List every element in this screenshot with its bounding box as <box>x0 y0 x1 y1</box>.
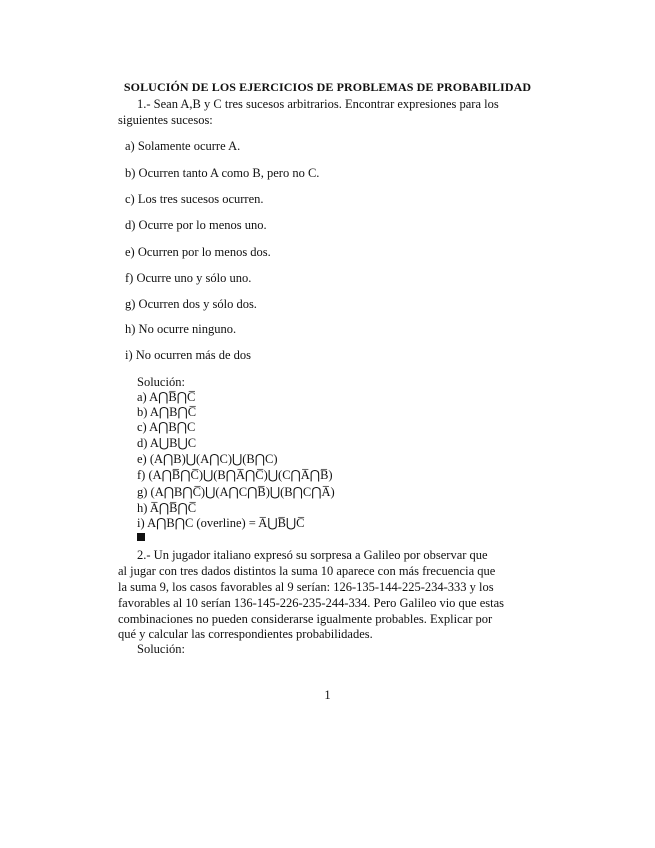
solution-c: c) A⋂B⋂C <box>137 420 196 434</box>
problem1-intro-line2: siguientes sucesos: <box>118 113 213 127</box>
solution-f: f) (A⋂B̅⋂C̅)⋃(B⋂A̅⋂C̅)⋃(C⋂A̅⋂B̅) <box>137 468 333 482</box>
solution-e: e) (A⋂B)⋃(A⋂C)⋃(B⋂C) <box>137 452 278 466</box>
problem2-line3: la suma 9, los casos favorables al 9 serían: 126-135-144-225-234-333 y los <box>118 580 494 594</box>
solution-i: i) A⋂B⋂C (overline) = A̅⋃B̅⋃C̅ <box>137 516 305 530</box>
item-a: a) Solamente ocurre A. <box>125 139 241 153</box>
item-i: i) No ocurren más de dos <box>125 348 252 362</box>
item-g: g) Ocurren dos y sólo dos. <box>125 297 257 311</box>
problem1-intro <box>137 97 537 112</box>
item-b: b) Ocurren tanto A como B, pero no C. <box>125 166 320 180</box>
problem2-line2: al jugar con tres dados distintos la suma 10 aparece con más frecuencia que <box>118 564 496 578</box>
problem2-line6: qué y calcular las correspondientes probabilidades. <box>118 627 373 641</box>
item-e: e) Ocurren por lo menos dos. <box>125 245 271 259</box>
item-c: c) Los tres sucesos ocurren. <box>125 192 264 206</box>
problem1-intro-line1: 1.- Sean A,B y C tres sucesos arbitrarios. Encontrar expresiones para los <box>137 97 499 111</box>
qed-square <box>137 533 145 541</box>
item-h: h) No ocurre ninguno. <box>125 322 237 336</box>
solution-d: d) A⋃B⋃C <box>137 436 197 450</box>
problem1-intro-cont <box>118 113 538 128</box>
problem2-line1: 2.- Un jugador italiano expresó su sorpresa a Galileo por observar que <box>137 548 488 562</box>
problem2-line5: combinaciones no pueden considerarse igualmente probables. Explicar por <box>118 612 493 626</box>
item-f: f) Ocurre uno y sólo uno. <box>125 271 252 285</box>
page-title: SOLUCIÓN DE LOS EJERCICIOS DE PROBLEMAS DE PROBABILIDAD <box>123 80 532 94</box>
item-d: d) Ocurre por lo menos uno. <box>125 218 267 232</box>
problem2-line4: favorables al 10 serían 136-145-226-235-244-334. Pero Galileo vio que estas <box>118 596 505 610</box>
solution-b: b) A⋂B⋂C̅ <box>137 405 197 419</box>
solution-h: h) A̅⋂B̅⋂C̅ <box>137 501 197 515</box>
solution-label: Solución: <box>137 375 185 389</box>
solution-a: a) A⋂B̅⋂C̅ <box>137 390 196 404</box>
solution-g: g) (A⋂B⋂C̅)⋃(A⋂C⋂B̅)⋃(B⋂C⋂A̅) <box>137 485 335 499</box>
page-number: 1 <box>324 688 331 702</box>
problem2-solution-label: Solución: <box>137 642 185 656</box>
